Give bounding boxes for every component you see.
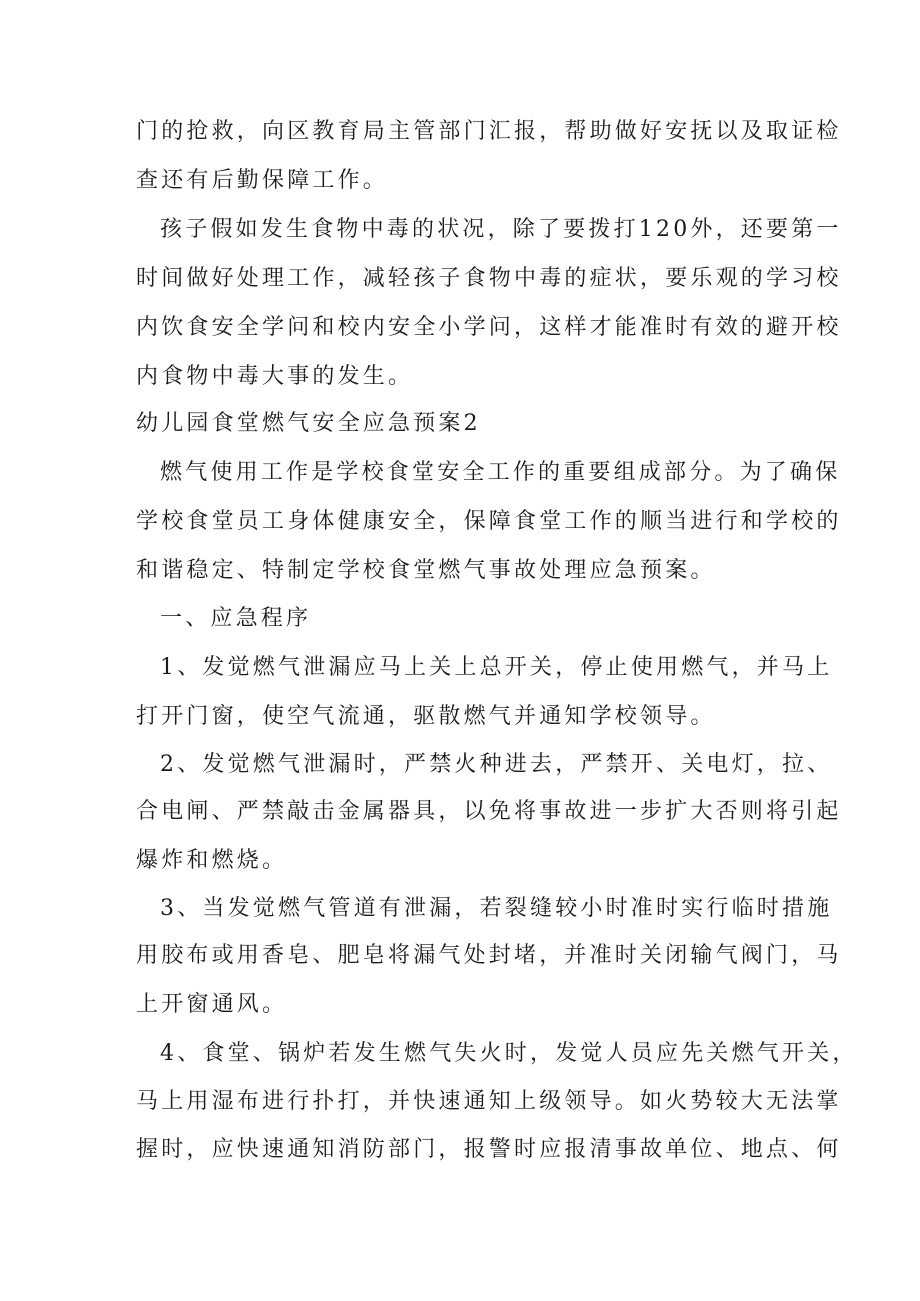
section-heading: 幼儿园食堂燃气安全应急预案2 (136, 411, 481, 436)
text-line: 马上用湿布进行扑打，并快速通知上级领导。如火势较大无法掌 (136, 1089, 842, 1114)
text-line: 时间做好处理工作，减轻孩子食物中毒的症状，要乐观的学习校 (136, 266, 842, 291)
text-line: 用胶布或用香皂、肥皂将漏气处封堵，并准时关闭输气阀门，马 (136, 943, 842, 968)
text-line: 学校食堂员工身体健康安全，保障食堂工作的顺当进行和学校的 (136, 509, 842, 534)
text-line: 打开门窗，使空气流通，驱散燃气并通知学校领导。 (136, 704, 716, 729)
text-line: 和谐稳定、特制定学校食堂燃气事故处理应急预案。 (136, 558, 716, 583)
text-line: 握时，应快速通知消防部门，报警时应报清事故单位、地点、何 (136, 1137, 842, 1162)
text-line: 燃气使用工作是学校食堂安全工作的重要组成部分。为了确保 (160, 460, 841, 485)
text-line: 门的抢救，向区教育局主管部门汇报，帮助做好安抚以及取证检 (136, 119, 842, 144)
text-line: 3、当发觉燃气管道有泄漏，若裂缝较小时准时实行临时措施 (160, 896, 833, 921)
text-line: 合电闸、严禁敲击金属器具，以免将事故进一步扩大否则将引起 (136, 799, 842, 824)
text-line: 4、食堂、锅炉若发生燃气失火时，发觉人员应先关燃气开关， (160, 1041, 858, 1066)
text-line: 内食物中毒大事的发生。 (136, 364, 414, 389)
text-line: 内饮食安全学问和校内安全小学问，这样才能准时有效的避开校 (136, 315, 842, 340)
text-line: 2、发觉燃气泄漏时，严禁火种进去，严禁开、关电灯，拉、 (160, 752, 833, 777)
text-line: 上开窗通风。 (136, 992, 288, 1017)
text-line: 查还有后勤保障工作。 (136, 168, 389, 193)
text-line: 孩子假如发生食物中毒的状况，除了要拨打120外，还要第一 (160, 217, 842, 242)
text-line: 1、发觉燃气泄漏应马上关上总开关，停止使用燃气，并马上 (160, 655, 833, 680)
subsection-heading: 一、应急程序 (160, 606, 312, 631)
text-line: 爆炸和燃烧。 (136, 848, 288, 873)
